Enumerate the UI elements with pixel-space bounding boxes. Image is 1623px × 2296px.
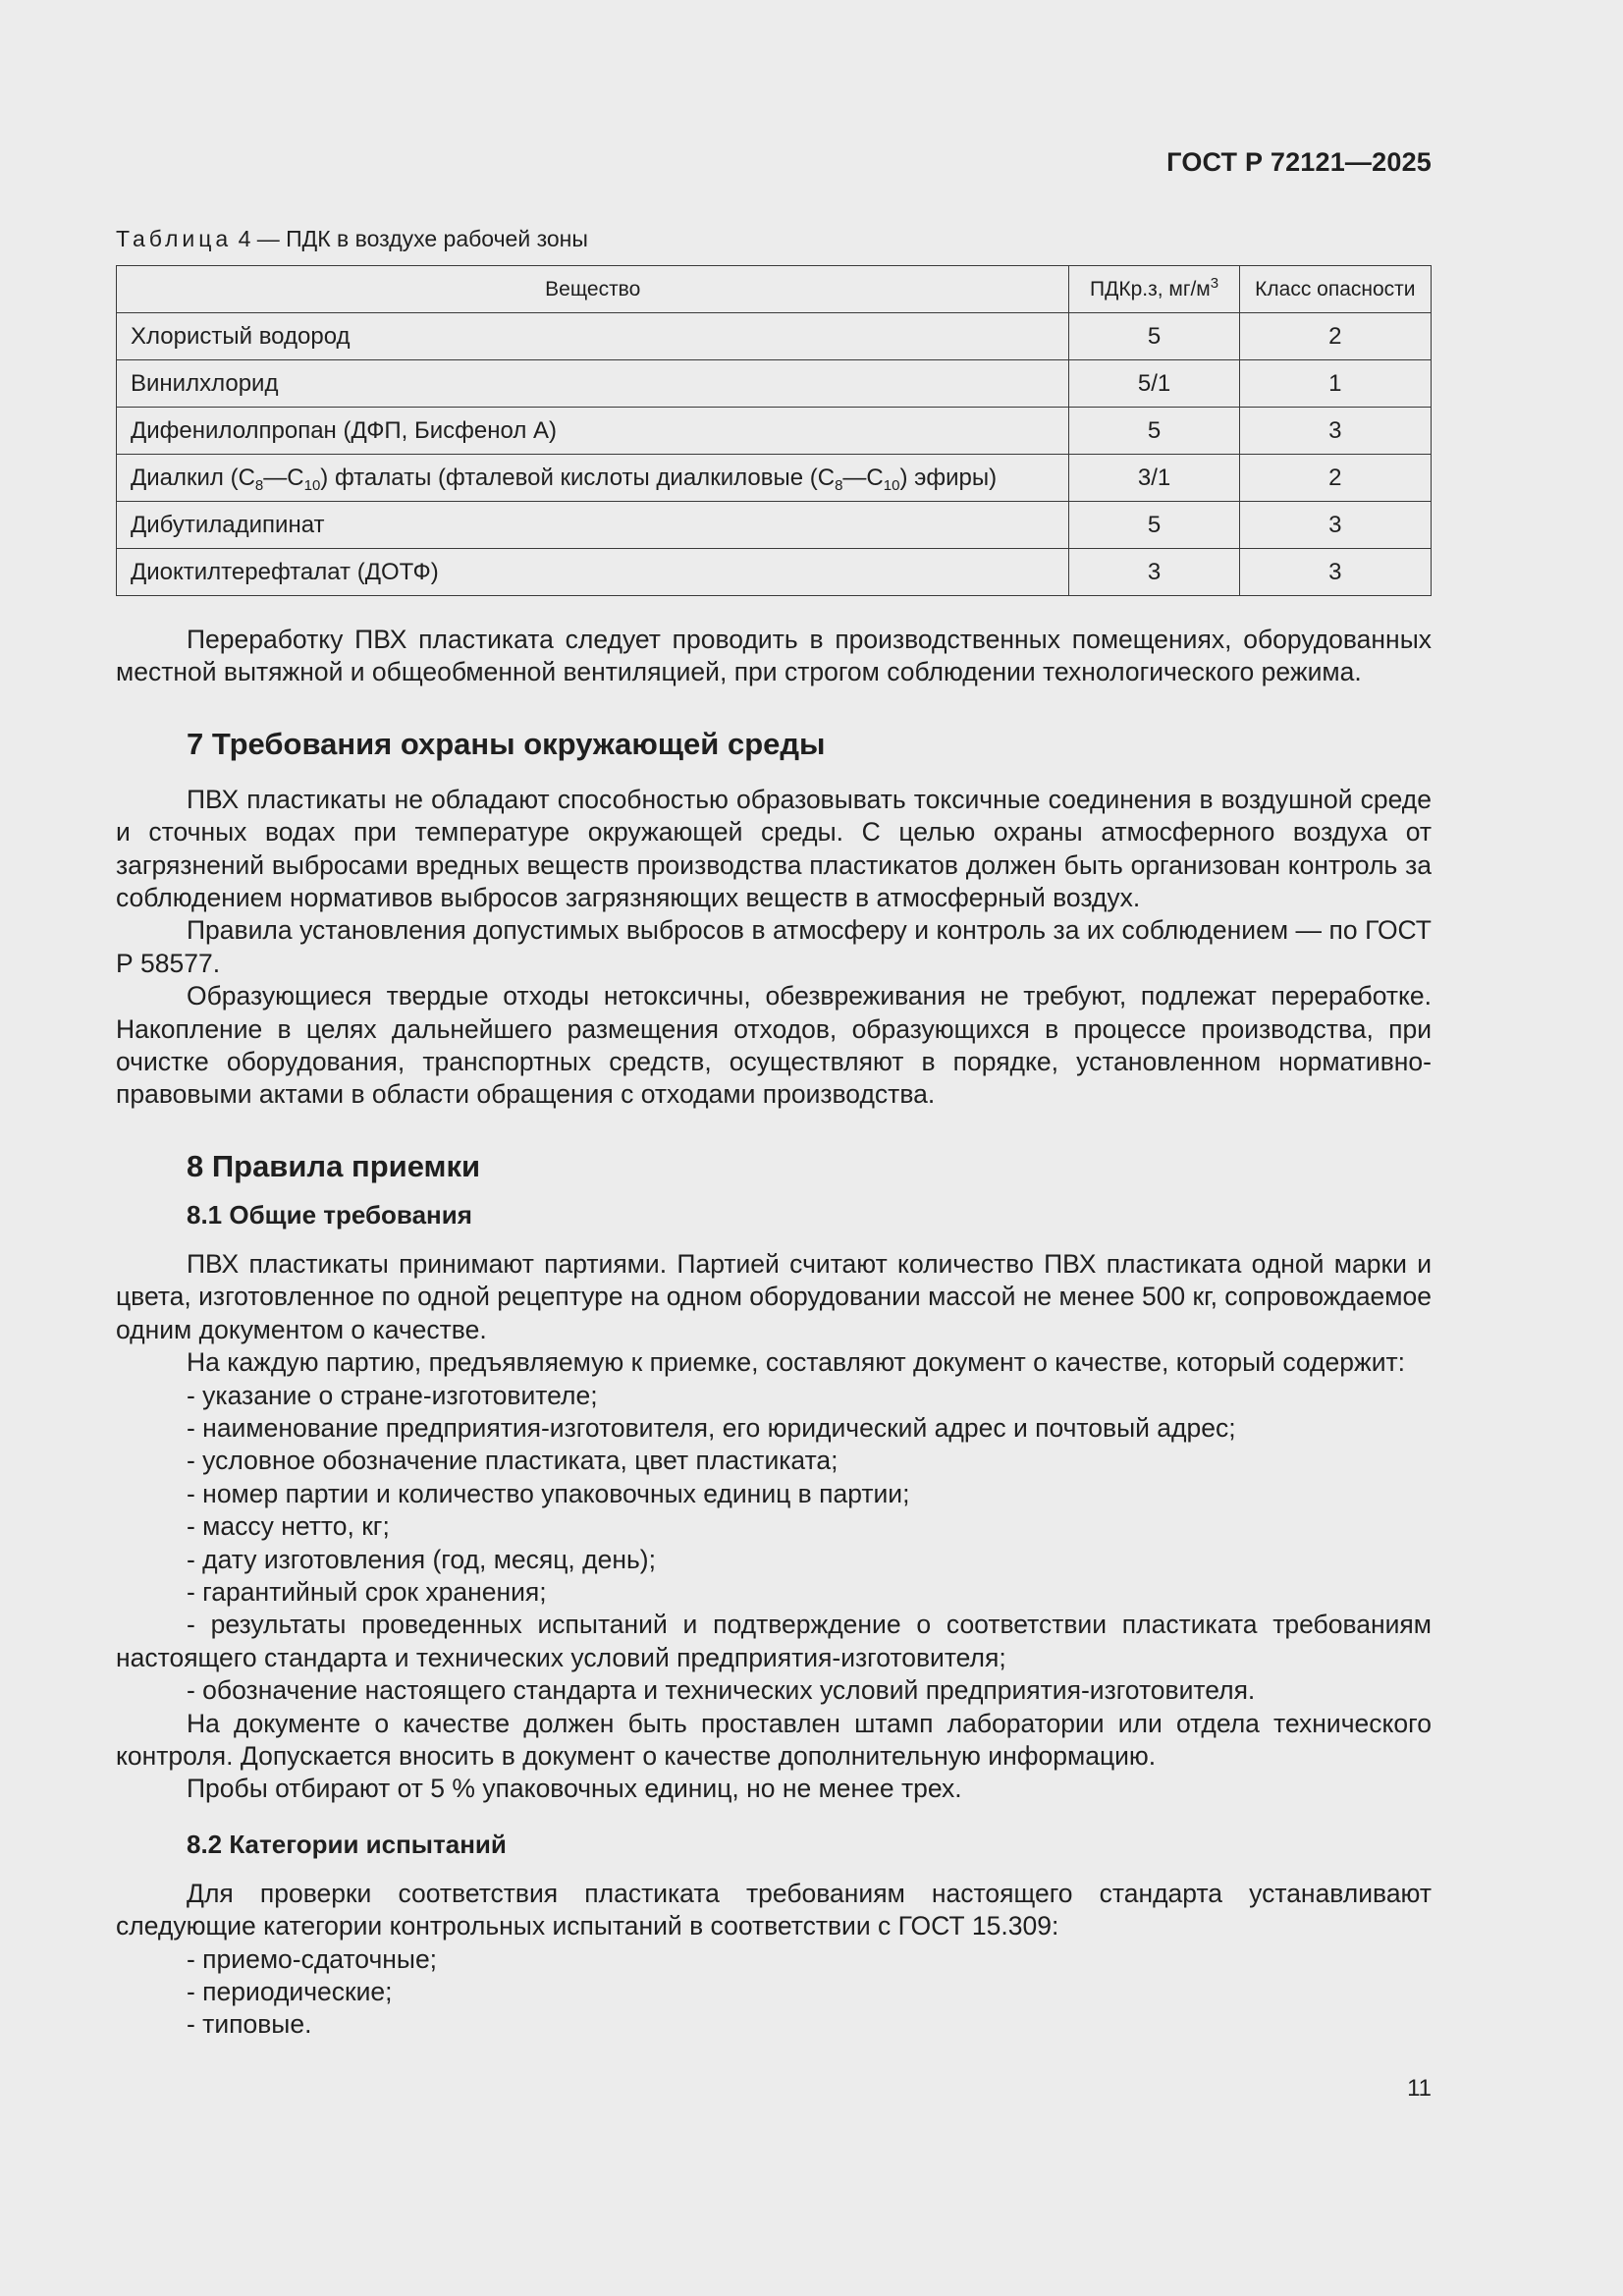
- subscript: 10: [883, 476, 900, 494]
- table-row: [117, 502, 1432, 549]
- table-caption-prefix: Таблица: [116, 226, 233, 251]
- substance-cell: Дибутиладипинат: [117, 502, 1069, 549]
- hazard-class-cell: 3: [1239, 549, 1431, 596]
- pdk-cell: 5: [1069, 313, 1239, 360]
- paragraph-7-2: Правила установления допустимых выбросов в атмосферу и контроль за их соблюдением — по ГОСТ Р 58577.: [116, 915, 1432, 978]
- substance-text: Диалкил (C: [131, 464, 255, 491]
- table-row: [117, 313, 1432, 360]
- column-header-pdk: [1069, 266, 1239, 313]
- document-id: ГОСТ Р 72121—2025: [1166, 147, 1432, 177]
- table-row: [117, 360, 1432, 408]
- subscript: 8: [254, 476, 264, 494]
- hazard-class-cell: 2: [1239, 313, 1431, 360]
- pdk-cell: 3/1: [1069, 455, 1239, 502]
- table-caption: [116, 224, 1432, 253]
- pdk-cell: 5/1: [1069, 360, 1239, 408]
- table-row: [117, 408, 1432, 455]
- substance-text: —C: [263, 464, 304, 491]
- paragraph-8-2-1: Для проверки соответствия пластиката требованиям настоящего стандарта устанавливают следующие категории контрольных испытаний в соответствии с ГОСТ 15.309:: [116, 1878, 1432, 1941]
- pdk-table: [116, 265, 1432, 596]
- paragraph-ventilation: Переработку ПВХ пластиката следует проводить в производственных помещениях, оборудованных местной вытяжной и общеобменной вентиляцией, при строгом соблюдении технологического режима.: [116, 625, 1432, 687]
- paragraph-8-1-3: На документе о качестве должен быть проставлен штамп лаборатории или отдела технического контроля. Допускается вносить в документ о качестве дополнительную информацию.: [116, 1708, 1432, 1771]
- substance-cell: Диоктилтерефталат (ДОТФ): [117, 549, 1069, 596]
- hazard-class-cell: 2: [1239, 455, 1431, 502]
- table-caption-text: 4 — ПДК в воздухе рабочей зоны: [232, 226, 588, 251]
- substance-text: ) фталаты (фталевой кислоты диалкиловые (C: [320, 464, 836, 491]
- table-row: [117, 549, 1432, 596]
- paragraph-8-1-2: На каждую партию, предъявляемую к приемке, составляют документ о качестве, который содержит:: [187, 1347, 1406, 1378]
- subsection-8-1-title: 8.1 Общие требования: [187, 1199, 472, 1230]
- hazard-class-cell: 1: [1239, 360, 1431, 408]
- substance-text: ) эфиры): [899, 464, 998, 491]
- column-header-pdk-text: ПДКр.з, мг/м: [1090, 277, 1211, 301]
- list-item: - периодические;: [187, 1977, 393, 2006]
- subsection-8-2-title: 8.2 Категории испытаний: [187, 1829, 507, 1859]
- pdk-cell: 5: [1069, 408, 1239, 455]
- column-header-substance: Вещество: [117, 266, 1069, 313]
- column-header-hazard-class: Класс опасности: [1239, 266, 1431, 313]
- page-number: 11: [1407, 2075, 1432, 2102]
- hazard-class-cell: 3: [1239, 408, 1431, 455]
- section-8-title: 8 Правила приемки: [187, 1148, 481, 1183]
- section-7-title: 7 Требования охраны окружающей среды: [187, 726, 826, 761]
- paragraph-8-1-4: Пробы отбирают от 5 % упаковочных единиц, но не менее трех.: [187, 1774, 962, 1804]
- column-header-pdk-sup: 3: [1210, 274, 1219, 292]
- page-content: [116, 224, 1432, 2042]
- substance-cell: [117, 455, 1069, 502]
- test-categories-list: [116, 1943, 1432, 2042]
- table-header-row: [117, 266, 1432, 313]
- paragraph-8-1-1: ПВХ пластикаты принимают партиями. Партией считают количество ПВХ пластиката одной марки и цвета, изготовленное по одной рецептуре на одном оборудовании массой не менее 500 кг, сопровождаемое одним документом о качестве.: [116, 1248, 1432, 1344]
- list-item: - типовые.: [187, 2009, 312, 2040]
- subscript: 10: [303, 476, 321, 494]
- paragraph-7-3: Образующиеся твердые отходы нетоксичны, обезвреживания не требуют, подлежат переработке. Накопление в целях дальнейшего размещения отходов, образующихся в процессе производства, при очистке оборудования, транспортных средств, осуществляют в порядке, установленном нормативно-правовыми актами в области обращения с отходами производства.: [116, 981, 1432, 1110]
- list-item: - указание о стране-изготовителе;: [187, 1380, 598, 1410]
- pdk-cell: 3: [1069, 549, 1239, 596]
- quality-document-list: [116, 1380, 1432, 1610]
- hazard-class-cell: 3: [1239, 502, 1431, 549]
- list-item: - наименование предприятия-изготовителя, его юридический адрес и почтовый адрес;: [187, 1412, 1236, 1443]
- list-item: - приемо-сдаточные;: [187, 1943, 438, 1974]
- list-item: - массу нетто, кг;: [187, 1511, 390, 1542]
- list-item: - дату изготовления (год, месяц, день);: [187, 1544, 656, 1574]
- substance-cell: Винилхлорид: [117, 360, 1069, 408]
- paragraph-7-1: ПВХ пластикаты не обладают способностью образовывать токсичные соединения в воздушной среде и сточных водах при температуре окружающей среды. С целью охраны атмосферного воздуха от загрязнений выбросами вредных веществ производства пластикатов должен быть организован контроль за соблюдением нормативов выбросов загрязняющих веществ в атмосферный воздух.: [116, 784, 1432, 913]
- substance-cell: Хлористый водород: [117, 313, 1069, 360]
- list-item-long: - результаты проведенных испытаний и подтверждение о соответствии пластиката требованиям настоящего стандарта и технических условий предприятия-изготовителя;: [116, 1610, 1432, 1672]
- substance-cell: Дифенилолпропан (ДФП, Бисфенол А): [117, 408, 1069, 455]
- list-item: - условное обозначение пластиката, цвет пластиката;: [187, 1446, 839, 1476]
- list-item: - номер партии и количество упаковочных единиц в партии;: [187, 1478, 910, 1508]
- pdk-cell: 5: [1069, 502, 1239, 549]
- list-item-last: - обозначение настоящего стандарта и технических условий предприятия-изготовителя.: [187, 1675, 1256, 1706]
- substance-text: —C: [842, 464, 884, 491]
- list-item: - гарантийный срок хранения;: [187, 1576, 547, 1607]
- table-row: [117, 455, 1432, 502]
- subscript: 8: [835, 476, 843, 494]
